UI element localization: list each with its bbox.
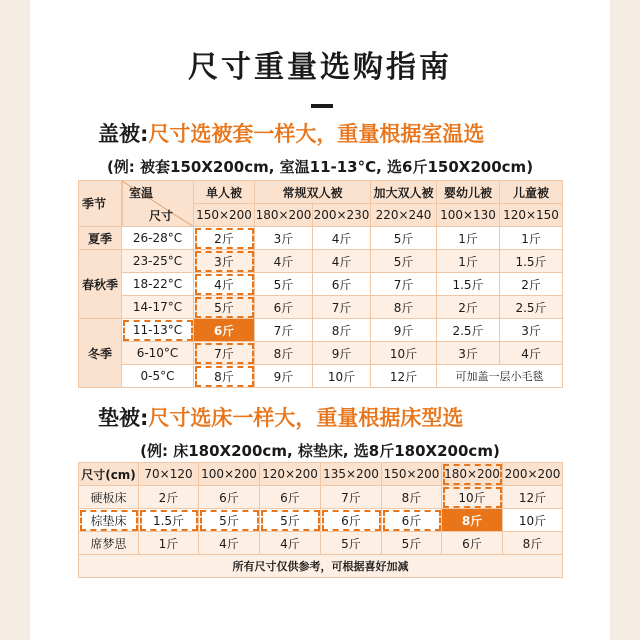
bed-size-header: 70×120	[139, 463, 199, 486]
cover-weight-table	[78, 180, 563, 388]
weight-cell: 4斤	[313, 227, 371, 250]
cover-example: (例: 被套150X200cm, 室温11-13°C, 选6斤150X200cm)	[106, 158, 534, 176]
season-label: 冬季	[79, 319, 122, 388]
temperature-cell: 14-17°C	[122, 296, 194, 319]
weight-cell: 10斤	[503, 509, 563, 532]
weight-cell: 5斤	[255, 273, 313, 296]
size-header: 150×200	[194, 204, 255, 227]
bed-type-label: 席梦思	[79, 532, 139, 555]
cover-section-heading	[98, 118, 484, 148]
column-header: 常规双人被	[255, 181, 371, 204]
weight-cell: 2斤	[194, 227, 255, 250]
weight-cell: 6斤	[321, 509, 382, 532]
temperature-cell: 11-13°C	[122, 319, 194, 342]
weight-cell: 6斤	[442, 532, 503, 555]
size-header: 180×200	[255, 204, 313, 227]
weight-cell: 7斤	[321, 486, 382, 509]
temperature-cell: 18-22°C	[122, 273, 194, 296]
weight-cell: 8斤	[371, 296, 437, 319]
weight-cell: 10斤	[442, 486, 503, 509]
column-header: 加大双人被	[371, 181, 437, 204]
mattress-rule: 尺寸选床一样大，重量根据床型选	[148, 406, 464, 430]
size-header: 200×230	[313, 204, 371, 227]
weight-cell: 6斤	[255, 296, 313, 319]
weight-cell: 1.5斤	[437, 273, 500, 296]
weight-cell: 1斤	[437, 227, 500, 250]
weight-cell: 9斤	[255, 365, 313, 388]
corner-cell	[79, 181, 194, 227]
weight-cell: 3斤	[500, 319, 563, 342]
table-row	[79, 273, 563, 296]
size-header: 100×130	[437, 204, 500, 227]
weight-cell: 3斤	[194, 250, 255, 273]
weight-cell: 9斤	[313, 342, 371, 365]
weight-cell: 4斤	[260, 532, 321, 555]
weight-cell: 6斤	[382, 509, 442, 532]
weight-cell: 8斤	[194, 365, 255, 388]
weight-cell: 4斤	[500, 342, 563, 365]
weight-cell: 7斤	[371, 273, 437, 296]
weight-cell: 6斤	[260, 486, 321, 509]
column-header: 儿童被	[500, 181, 563, 204]
weight-cell: 1.5斤	[139, 509, 199, 532]
table-row	[79, 319, 563, 342]
weight-cell: 12斤	[371, 365, 437, 388]
table-row	[79, 296, 563, 319]
weight-cell: 6斤	[199, 486, 260, 509]
weight-cell: 10斤	[371, 342, 437, 365]
weight-cell: 8斤	[442, 509, 503, 532]
weight-cell: 1斤	[437, 250, 500, 273]
title-underline	[311, 104, 333, 108]
cover-rule: 尺寸选被套一样大，重量根据室温选	[148, 122, 485, 146]
weight-cell: 8斤	[503, 532, 563, 555]
corner-temp-label: 室温	[129, 186, 154, 200]
table-row	[79, 342, 563, 365]
bed-size-header: 100×200	[199, 463, 260, 486]
weight-cell: 1斤	[139, 532, 199, 555]
weight-cell: 5斤	[382, 532, 442, 555]
table-row	[79, 227, 563, 250]
weight-cell: 8斤	[313, 319, 371, 342]
weight-cell: 4斤	[194, 273, 255, 296]
weight-cell: 3斤	[437, 342, 500, 365]
mattress-label: 垫被:	[98, 406, 149, 430]
bed-type-label: 硬板床	[79, 486, 139, 509]
weight-cell: 8斤	[382, 486, 442, 509]
weight-cell: 12斤	[503, 486, 563, 509]
weight-cell: 5斤	[260, 509, 321, 532]
bed-size-header: 135×200	[321, 463, 382, 486]
weight-cell: 10斤	[313, 365, 371, 388]
weight-cell: 2斤	[139, 486, 199, 509]
size-header-label: 尺寸(cm)	[79, 463, 139, 486]
temperature-cell: 6-10°C	[122, 342, 194, 365]
bed-size-header: 150×200	[382, 463, 442, 486]
weight-cell: 2.5斤	[437, 319, 500, 342]
weight-cell: 5斤	[194, 296, 255, 319]
weight-cell: 1.5斤	[500, 250, 563, 273]
weight-cell: 7斤	[255, 319, 313, 342]
cover-label: 盖被:	[98, 122, 149, 146]
weight-cell: 7斤	[194, 342, 255, 365]
bed-size-header: 180×200	[442, 463, 503, 486]
temperature-cell: 26-28°C	[122, 227, 194, 250]
weight-cell: 6斤	[313, 273, 371, 296]
mattress-section-heading	[98, 402, 463, 432]
table-row	[79, 509, 563, 532]
corner-size-label: 尺寸	[149, 209, 174, 223]
season-label: 春秋季	[79, 250, 122, 319]
mattress-example: (例: 床180X200cm, 棕垫床, 选8斤180X200cm)	[140, 442, 500, 460]
weight-cell: 2斤	[437, 296, 500, 319]
weight-cell: 8斤	[255, 342, 313, 365]
table-row	[79, 486, 563, 509]
weight-cell: 3斤	[255, 227, 313, 250]
season-label: 夏季	[79, 227, 122, 250]
bed-type-label: 棕垫床	[79, 509, 139, 532]
weight-cell: 5斤	[199, 509, 260, 532]
weight-cell: 4斤	[255, 250, 313, 273]
size-header: 220×240	[371, 204, 437, 227]
extra-blanket-note: 可加盖一层小毛毯	[437, 365, 563, 388]
table-row	[79, 365, 563, 388]
weight-cell: 4斤	[313, 250, 371, 273]
temperature-cell: 23-25°C	[122, 250, 194, 273]
weight-cell: 6斤	[194, 319, 255, 342]
weight-cell: 1斤	[500, 227, 563, 250]
weight-cell: 9斤	[371, 319, 437, 342]
column-header: 单人被	[194, 181, 255, 204]
bed-size-header: 200×200	[503, 463, 563, 486]
corner-season-label: 季节	[82, 197, 107, 211]
page-title: 尺寸重量选购指南	[188, 50, 452, 85]
bed-size-header: 120×200	[260, 463, 321, 486]
footnote: 所有尺寸仅供参考，可根据喜好加减	[79, 555, 563, 578]
weight-cell: 5斤	[371, 227, 437, 250]
temperature-cell: 0-5°C	[122, 365, 194, 388]
table-row	[79, 532, 563, 555]
size-header: 120×150	[500, 204, 563, 227]
weight-cell: 2斤	[500, 273, 563, 296]
weight-cell: 4斤	[199, 532, 260, 555]
weight-cell: 5斤	[371, 250, 437, 273]
weight-cell: 7斤	[313, 296, 371, 319]
mattress-weight-table	[78, 462, 563, 578]
weight-cell: 2.5斤	[500, 296, 563, 319]
weight-cell: 5斤	[321, 532, 382, 555]
table-row	[79, 250, 563, 273]
column-header: 婴幼儿被	[437, 181, 500, 204]
